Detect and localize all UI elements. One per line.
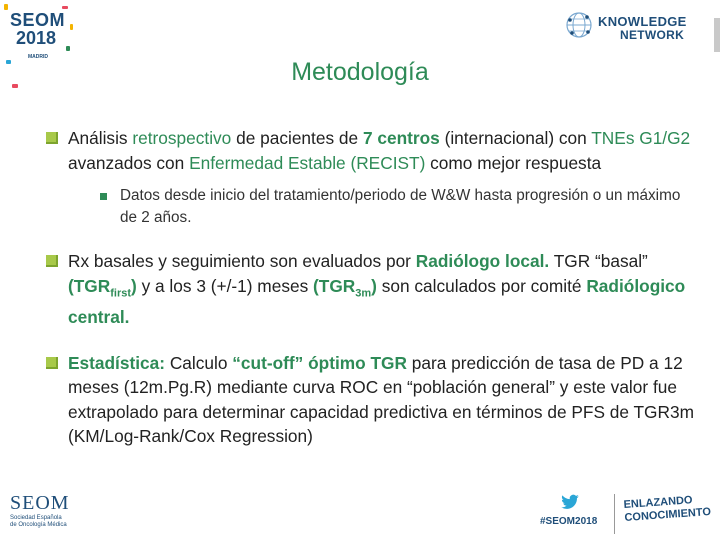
text-segment: ) [371,275,377,296]
text-segment: 3m [355,286,372,299]
seom-footer-desc-2: de Oncología Médica [10,522,67,528]
slide-content [46,126,696,449]
text-segment: y a los 3 (+/-1) meses [136,275,314,296]
text-segment: (TGR [313,275,356,296]
text-segment: “cut-off” óptimo TGR [232,352,407,373]
twitter-bird-icon [560,494,582,510]
text-segment: Análisis [68,128,133,148]
slide-footer [0,492,720,540]
text-segment: son calculados por comité [376,275,587,296]
slide-title: Metodología [291,58,429,86]
seom-footer-desc-1: Sociedad Española [10,515,62,521]
seom-2018-logo [0,0,78,105]
bullet-1 [46,126,696,229]
text-segment: TNEs G1/G2 [591,128,691,148]
edge-tab [714,18,720,52]
text-segment: Estadística: [68,352,166,373]
bullet-3-text [68,353,694,447]
text-segment: (internacional) con [439,128,592,148]
text-segment: 7 centros [362,128,440,148]
bullet-2 [46,249,696,330]
sub-bullet-1-text: Datos desde inicio del tratamiento/periodo de W&W hasta progresión o un máximo de 2 años. [120,187,681,226]
footer-divider [614,494,615,534]
text-segment: ) [131,275,137,296]
slogan-line-1: ENLAZANDO [623,494,693,512]
seom-logo-name: SEOM [10,10,66,30]
text-segment: como mejor respuesta [425,152,602,173]
text-segment: para predicción de tasa de PD a 12 meses (12m.Pg.R) mediante curva ROC en “población general” y este valor fue extrapolado para determinar capacidad predictiva en términos de PFS de TGR3m (KM/Log-Rank/Cox Regression) [68,352,694,447]
bullet-3 [46,351,696,449]
text-segment: first [110,286,132,299]
sub-bullet-1 [100,185,696,229]
seom-logo-city: MADRID [28,54,48,60]
text-segment: Calculo [165,352,233,373]
text-segment: (TGR [68,275,111,296]
text-segment: de pacientes de [231,128,363,148]
hashtag: #SEOM2018 [540,516,598,527]
kn-logo-word-2: NETWORK [620,28,685,42]
square-bullet-icon [100,193,107,200]
text-segment: Rx basales y seguimiento son evaluados por [68,251,416,271]
text-segment: avanzados con [68,152,190,173]
seom-footer-logo [10,492,70,529]
text-segment: Enfermedad Estable (RECIST) [189,152,426,173]
slogan-line-2: CONOCIMIENTO [624,505,712,524]
bullet-1-text [68,128,690,173]
bullet-box-icon [46,132,58,144]
text-segment: retrospectivo [132,128,232,148]
text-segment: Radiólogico central. [68,275,686,328]
globe-icon [562,10,596,40]
text-segment: Radiólogo local. [415,251,550,271]
slogan [623,493,711,525]
bullet-box-icon [46,255,58,267]
seom-footer-name: SEOM [10,492,70,514]
bullet-2-text [68,251,685,327]
kn-logo-word-1: KNOWLEDGE [598,14,687,29]
seom-logo-year: 2018 [16,28,57,48]
text-segment: TGR “basal” [549,251,648,271]
bullet-box-icon [46,357,58,369]
knowledge-network-logo [558,6,708,46]
